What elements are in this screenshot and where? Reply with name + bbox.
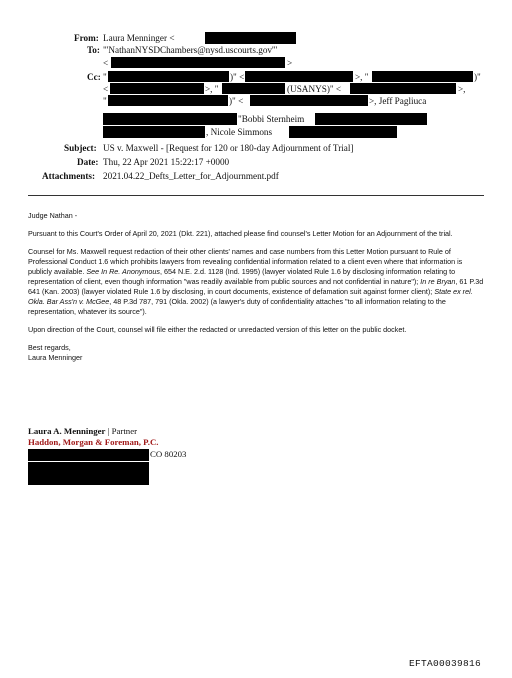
cc-text: " [103,72,107,82]
signature-line [28,426,137,437]
from-value: Laura Menninger < [103,33,175,43]
from-label: From: [74,33,99,43]
cc-text: >, Jeff Pagliuca [369,96,427,106]
greeting: Judge Nathan - [28,211,78,220]
subject-label: Subject: [64,143,97,153]
firm-name: Haddon, Morgan & Foreman, P.C. [28,437,159,447]
redaction-block [245,71,353,82]
address-tail: CO 80203 [150,449,187,459]
redaction-block [315,113,427,125]
redaction-block [250,95,368,106]
signature-title: | Partner [105,426,138,436]
redaction-block [110,83,204,94]
redaction-block [289,126,397,138]
redaction-block [350,83,456,94]
redaction-block [103,126,205,138]
subject-value: US v. Maxwell - [Request for 120 or 180-day Adjournment of Trial] [103,143,354,153]
citation: In re Bryan [420,277,456,286]
paragraph-3: Upon direction of the Court, counsel will file either the redacted or unredacted version of this letter on the public docket. [28,325,407,334]
redaction-block [205,32,296,44]
cc-text: )" [474,72,481,82]
attachments-label: Attachments: [42,171,96,181]
cc-text: >, " [205,84,219,94]
to-gt: > [287,58,293,68]
cc-text: , Nicole Simmons [206,127,273,137]
attachment-filename[interactable]: 2021.04.22_Defts_Letter_for_Adjournment.pdf [103,171,279,181]
citation: State ex rel. Okla. Bar Ass'n v. McGee [28,287,473,306]
redaction-block [108,71,229,82]
email-body [28,211,484,363]
redaction-block [108,95,228,106]
date-value: Thu, 22 Apr 2021 15:22:17 +0000 [103,157,230,167]
redaction-block [372,71,473,82]
closing-name: Laura Menninger [28,353,83,362]
closing [28,343,484,363]
paragraph-2: Counsel for Ms. Maxwell request redaction of their other clients' names and case numbers from this Letter Motion pursuant to Rule of Professional Conduct 1.6 which prohibits lawyers from revealing confidential information related to a client even where that information is publicly available. See In Re. Anonymous, 654 N.E. 2.d. 1128 (Ind. 1995) (lawyer violated Rule 1.6 by disclosing information relating to representation of client, even though information "was readily available from public sources and not confidential in nature"); In re Bryan, 61 P.3d 641 (Kan. 2003) (lawyer violated Rule 1.6 by disclosing, in court documents, existence of defamation suit against former client); State ex rel. Okla. Bar Ass'n v. McGee, 48 P.3d 787, 791 (Okla. 2002) (a lawyer's duty of confidentiality attaches "to all information relating to the representation, whatever its source"). [28,247,484,316]
to-label: To: [87,45,100,55]
citation: See In Re. Anonymous [86,267,160,276]
redaction-block [28,462,149,485]
redaction-block [222,83,285,94]
to-value: "'NathanNYSDChambers@nysd.uscourts.gov'" [103,45,278,55]
redaction-block [28,449,149,461]
redaction-block [111,57,285,68]
cc-text: >, " [355,72,369,82]
cc-text: < [103,84,109,94]
cc-text: "Bobbi Sternheim [238,114,305,124]
cc-text: " [103,96,107,106]
paragraph-1: Pursuant to this Court's Order of April 20, 2021 (Dkt. 221), attached please find counsel's Letter Motion for an Adjournment of the trial. [28,229,453,238]
cc-label: Cc: [87,72,101,82]
cc-text: >, [458,84,466,94]
to-lt: < [103,58,109,68]
redaction-block [103,113,237,125]
date-label: Date: [77,157,99,167]
closing-text: Best regards, [28,343,71,352]
signature-name: Laura A. Menninger [28,426,106,436]
cc-text: )" < [229,96,244,106]
cc-text: (USANYS)" < [287,84,342,94]
header-divider [28,195,484,196]
bates-number: EFTA00039816 [409,658,482,669]
cc-text: )" < [230,72,245,82]
